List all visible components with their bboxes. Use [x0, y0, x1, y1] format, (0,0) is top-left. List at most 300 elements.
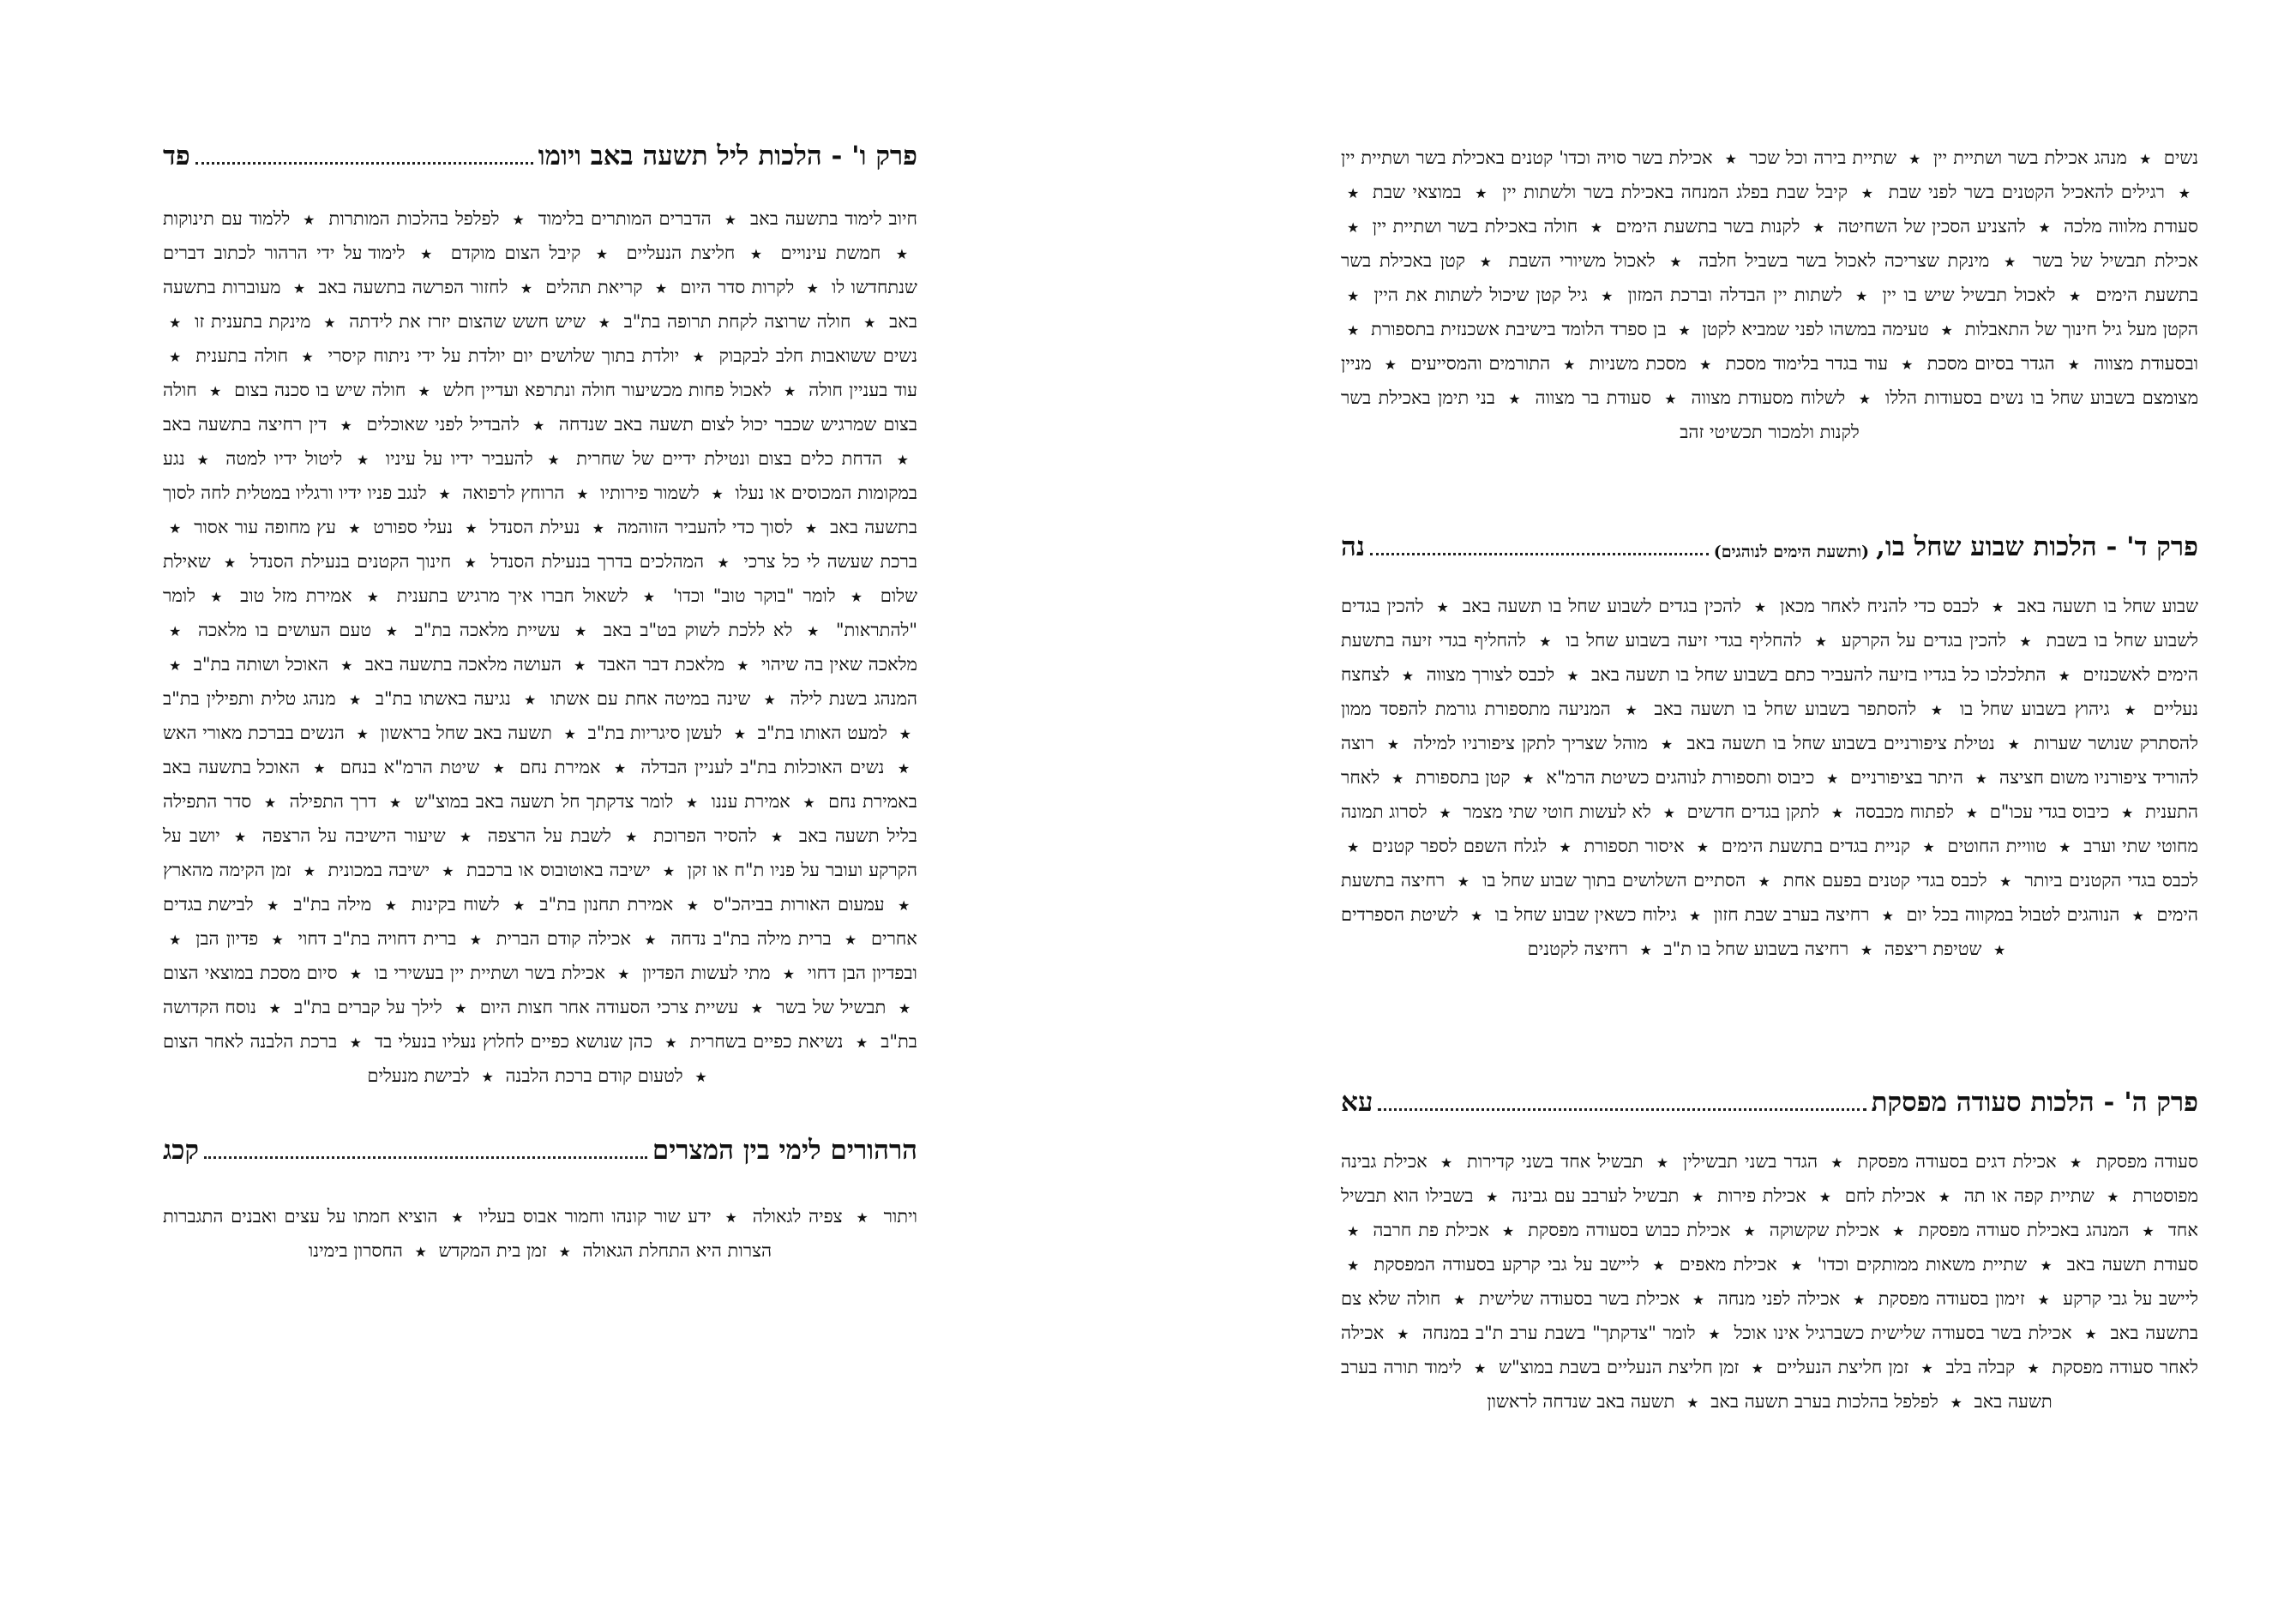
section-reflections: [163, 1125, 917, 1269]
star-icon: ★: [1473, 1360, 1487, 1377]
star-icon: ★: [210, 589, 225, 605]
topic-item: נשיאת כפיים בשחרית: [689, 1031, 844, 1052]
leader-dots: [195, 162, 533, 165]
topic-item: לאחר התענית: [1341, 767, 2199, 822]
star-icon: ★: [1401, 668, 1415, 684]
topic-item: שינה במיטה אחת עם אשתו: [550, 688, 751, 709]
star-icon: ★: [782, 966, 796, 982]
star-icon: ★: [513, 897, 527, 914]
topic-item: אכילת גבינה מפוסטרת: [1341, 1151, 2198, 1206]
star-icon: ★: [2037, 1292, 2051, 1308]
topic-item: אמירת עננו: [711, 791, 790, 812]
star-icon: ★: [1475, 185, 1489, 201]
topic-item: שטיפת ריצפה: [1884, 939, 1982, 959]
topic-item: התלכלכו כל בגדיו בזיעה להעביר כתם בשבוע שחל בו תשעה באב: [1591, 664, 2047, 685]
topic-item: קטן באכילת בשר בתשעת הימים: [1341, 250, 2198, 305]
topic-item: נשים ששואבות חלב לבקבוק: [718, 345, 918, 366]
topic-item: ובסעודת מצווה: [2094, 353, 2199, 374]
star-icon: ★: [356, 726, 369, 742]
star-icon: ★: [323, 315, 337, 331]
star-icon: ★: [2004, 254, 2019, 270]
topic-item: לימוד תורה בערב תשעה באב: [1341, 1357, 2053, 1412]
star-icon: ★: [750, 1000, 764, 1017]
topic-item: קטן בתספורת: [1415, 767, 1511, 788]
star-icon: ★: [481, 1069, 494, 1085]
topic-item: לשמור פירותיו: [600, 483, 700, 503]
star-icon: ★: [223, 555, 237, 571]
topic-list: [1341, 590, 2198, 967]
star-icon: ★: [1669, 254, 1685, 270]
topic-item: ישיבה במכונית: [328, 860, 430, 880]
chapter-4-header: [1341, 521, 2198, 562]
star-icon: ★: [595, 246, 611, 262]
topic-item: אכילת כבוש בסעודה מפסקת: [1528, 1220, 1731, 1240]
topic-item: זמן הקימה מהארץ: [163, 860, 292, 880]
star-icon: ★: [724, 1209, 739, 1226]
topic-item: מסכת משניות: [1589, 353, 1687, 374]
topic-item: אכילת תבשיל של בשר: [2032, 250, 2198, 271]
star-icon: ★: [1908, 151, 1921, 167]
star-icon: ★: [1652, 1257, 1667, 1274]
topic-item: הדברים המותרים בלימוד: [538, 208, 712, 229]
topic-item: לכבס כדי להניח לאחר מכאן: [1780, 596, 1980, 616]
topic-item: לסרוג תמונה מחוטי שתי וערב: [1341, 801, 2198, 856]
star-icon: ★: [2131, 908, 2145, 924]
topic-item: אכילת מאפים: [1679, 1254, 1777, 1275]
topic-list: [1341, 141, 2198, 449]
star-icon: ★: [303, 212, 316, 228]
right-page: [1148, 0, 2296, 1620]
topic-item: אכילת בשר סויה וכדו' קטנים באכילת בשר ושתיית יין: [1341, 147, 1713, 168]
topic-item: לשבת על הרצפה: [487, 825, 611, 846]
topic-item: רגילים להאכיל הקטנים בשר לפני שבת: [1888, 182, 2165, 202]
topic-item: לבישת בגדים אחרים: [163, 894, 917, 949]
star-icon: ★: [1940, 322, 1953, 339]
star-icon: ★: [1440, 1155, 1454, 1171]
topic-item: עמעום האורות בביהכ"ס: [713, 894, 885, 915]
star-icon: ★: [1664, 391, 1679, 407]
star-icon: ★: [1812, 219, 1826, 236]
star-icon: ★: [442, 863, 455, 879]
chapter-5-header: [1341, 1077, 2198, 1118]
star-icon: ★: [349, 966, 363, 982]
topic-item: שאילת שלום: [163, 551, 917, 606]
topic-item: נשים: [2163, 147, 2199, 168]
topic-item: לאכול פחות מכשיעור חולה ונתרפא ועדיין חלש: [442, 380, 772, 400]
topic-item: איסור תספורת: [1584, 836, 1685, 856]
star-icon: ★: [574, 623, 590, 639]
star-icon: ★: [1601, 288, 1615, 304]
topic-item: עוד בעניין חולה: [808, 380, 917, 400]
star-icon: ★: [1508, 391, 1523, 407]
topic-item: דרך התפילה: [289, 791, 377, 812]
star-icon: ★: [1901, 357, 1914, 373]
star-icon: ★: [1436, 599, 1451, 615]
topic-item: עוד בגדר בלימוד מסכת: [1725, 353, 1889, 374]
star-icon: ★: [2059, 839, 2072, 855]
topic-item: סדר התפילה בליל תשעה באב: [163, 791, 917, 846]
star-icon: ★: [1625, 702, 1640, 718]
star-icon: ★: [733, 726, 747, 742]
star-icon: ★: [898, 1000, 911, 1017]
topic-item: אכילת פירות: [1717, 1185, 1806, 1206]
star-icon: ★: [313, 760, 328, 777]
topic-item: היתר בציפורניים: [1850, 767, 1963, 788]
star-icon: ★: [1758, 873, 1771, 890]
topic-item: רוצה להוריד ציפורניו משום חציצה: [1341, 733, 2199, 788]
star-icon: ★: [2121, 805, 2134, 821]
topic-item: לכבס לצורך מצווה: [1426, 664, 1555, 685]
star-icon: ★: [1965, 805, 1978, 821]
topic-item: סעודת בר מצווה: [1535, 387, 1651, 408]
leader-dots: [1370, 553, 1709, 555]
topic-item: ובפדיון הבן דחוי: [807, 963, 917, 983]
topic-item: מנהג אכילת בשר ושתיית יין: [1932, 147, 2127, 168]
star-icon: ★: [898, 897, 912, 914]
star-icon: ★: [1818, 1189, 1833, 1205]
topic-item: מלאכת דבר האבד: [598, 654, 725, 675]
star-icon: ★: [804, 520, 818, 537]
topic-item: שתיית משאות ממותקים וכדו': [1817, 1254, 2027, 1275]
star-icon: ★: [1347, 1257, 1361, 1274]
star-icon: ★: [2138, 151, 2152, 167]
topic-item: לשוח בקינות: [411, 894, 500, 915]
star-icon: ★: [664, 1035, 678, 1051]
topic-item: גיל קטן שיכול לשתות את היין: [1373, 285, 1588, 305]
star-icon: ★: [196, 452, 212, 468]
star-icon: ★: [1590, 219, 1603, 236]
topic-item: ליישב על גבי קרקע: [2063, 1288, 2198, 1309]
topic-item: להצניע הסכין של השחיטה: [1837, 216, 2026, 237]
topic-item: לשאול חברו איך מרגיש בתענית: [396, 585, 628, 606]
star-icon: ★: [169, 349, 183, 365]
star-icon: ★: [340, 417, 354, 434]
star-icon: ★: [233, 829, 249, 845]
topic-item: חולה שיש בו סכנה בצום: [234, 380, 406, 400]
star-icon: ★: [1852, 1292, 1866, 1308]
star-icon: ★: [469, 932, 484, 948]
star-icon: ★: [806, 623, 822, 639]
topic-item: לשיטת הספרדים: [1341, 904, 1458, 925]
topic-item: ברית דחויה בת"ב דחוי: [298, 928, 457, 949]
topic-list: [163, 1200, 917, 1269]
topic-item: רחיצה בשבוע שחל בו ת"ב: [1663, 939, 1849, 959]
star-icon: ★: [613, 760, 628, 777]
star-icon: ★: [348, 692, 363, 708]
topic-item: בשבילו הוא תבשיל אחד: [1341, 1185, 2198, 1240]
topic-item: חולה שלא צם בתשעה באב: [1341, 1288, 2198, 1343]
topic-item: זמן בית המקדש: [438, 1240, 547, 1261]
star-icon: ★: [770, 829, 785, 845]
star-icon: ★: [1751, 1360, 1764, 1377]
chapter-6-header: [163, 130, 917, 171]
topic-item: לתקן בגדים חדשים: [1686, 801, 1820, 822]
page-number: פד: [163, 141, 190, 171]
topic-item: לכבס בגדי הקטנים ביותר: [2024, 870, 2198, 891]
topic-item: ברכת שעשה לי כל צרכי: [743, 551, 917, 572]
star-icon: ★: [576, 486, 589, 502]
star-icon: ★: [1753, 599, 1768, 615]
topic-item: מניין מצומצם בשבוע שחל בו נשים בסעודות הללו: [1341, 353, 2199, 408]
section-continued: [1341, 141, 2198, 449]
topic-item: קיבל הצום מוקדם: [450, 243, 581, 263]
star-icon: ★: [169, 315, 183, 331]
topic-item: לפתוח מכבסה: [1854, 801, 1954, 822]
topic-item: לומר "להתראות": [163, 585, 918, 640]
topic-item: שיש חשש שהצום יזרז את לידתה: [349, 311, 586, 332]
star-icon: ★: [520, 280, 533, 297]
topic-item: לצחצח נעליים: [1341, 664, 2198, 719]
star-icon: ★: [1724, 151, 1738, 167]
topic-item: אכילת לחם: [1844, 1185, 1926, 1206]
star-icon: ★: [340, 657, 353, 674]
topic-item: העושה מלאכה בתשעה באב: [364, 654, 562, 675]
star-icon: ★: [1439, 805, 1452, 821]
star-icon: ★: [1858, 391, 1872, 407]
topic-item: צפיה לגאולה: [752, 1206, 843, 1227]
star-icon: ★: [1347, 1223, 1361, 1239]
star-icon: ★: [644, 932, 658, 948]
star-icon: ★: [1522, 771, 1535, 787]
star-icon: ★: [763, 692, 778, 708]
star-icon: ★: [856, 1209, 870, 1226]
star-icon: ★: [169, 657, 182, 674]
topic-item: במוצאי שבת: [1373, 182, 1462, 202]
star-icon: ★: [459, 829, 474, 845]
topic-item: רחיצה בערב שבת חזון: [1713, 904, 1870, 925]
star-icon: ★: [642, 589, 658, 605]
star-icon: ★: [2107, 1189, 2120, 1205]
star-icon: ★: [2058, 668, 2071, 684]
star-icon: ★: [384, 897, 399, 914]
star-icon: ★: [625, 829, 640, 845]
topic-item: לסוך כדי להעביר הזוהמה: [616, 517, 793, 537]
star-icon: ★: [1453, 1292, 1467, 1308]
section-chapter-5: [1341, 1077, 2198, 1419]
topic-item: להכין בגדים לשבוע שחל בו בשבת: [1341, 596, 2198, 651]
topic-item: חולה שרוצה לקחת תרופה בת"ב: [623, 311, 851, 332]
star-icon: ★: [563, 726, 576, 742]
star-icon: ★: [1457, 873, 1470, 890]
topic-item: ברית מילה בת"ב נדחה: [670, 928, 832, 949]
topic-item: כיבוס בגדי עכו"ם: [1989, 801, 2110, 822]
star-icon: ★: [717, 555, 731, 571]
topic-item: נטילת ציפורניים בשבוע שחל בו תשעה באב: [1686, 733, 1995, 753]
star-icon: ★: [896, 452, 911, 468]
topic-item: הרוחץ לרפואה: [462, 483, 565, 503]
page-number: עא: [1341, 1087, 1373, 1118]
star-icon: ★: [558, 1244, 571, 1260]
star-icon: ★: [1708, 1326, 1722, 1342]
topic-item: קריאת תהלים: [545, 277, 643, 297]
star-icon: ★: [685, 795, 700, 811]
topic-item: חולה בתענית: [195, 345, 289, 366]
topic-item: בן ספרד הלומד בישיבת אשכנזית בתספורת: [1371, 319, 1667, 339]
star-icon: ★: [1397, 1326, 1410, 1342]
star-icon: ★: [895, 246, 911, 262]
topic-item: קניית בגדים בתשעת הימים: [1721, 836, 1911, 856]
star-icon: ★: [1639, 942, 1652, 958]
section-title: הרהורים לימי בין המצרים: [652, 1135, 917, 1166]
topic-item: לילך על קברים בת"ב: [294, 997, 442, 1017]
topic-item: לטעום קודם ברכת הלבנה: [505, 1065, 683, 1086]
star-icon: ★: [844, 932, 858, 948]
star-icon: ★: [1743, 1223, 1757, 1239]
topic-item: לגלח השפם לספר קטנים: [1372, 836, 1548, 856]
topic-item: התורמים והמסייעים: [1410, 353, 1551, 374]
star-icon: ★: [268, 1000, 282, 1017]
star-icon: ★: [1998, 873, 2013, 890]
topic-item: טוויית החוטים: [1947, 836, 2047, 856]
page-number: נה: [1341, 531, 1365, 562]
topic-item: נעלי ספורט: [373, 517, 454, 537]
star-icon: ★: [348, 520, 362, 537]
topic-item: אמירת נחם: [520, 757, 601, 777]
star-icon: ★: [1830, 805, 1844, 821]
star-icon: ★: [512, 212, 526, 228]
topic-item: טעם העושים בו מלאכה: [197, 620, 372, 640]
topic-item: תבשיל לערבב עם גבינה: [1512, 1185, 1680, 1206]
topic-item: לאכול תבשיל שיש בו יין: [1882, 285, 2056, 305]
star-icon: ★: [1920, 1360, 1934, 1377]
star-icon: ★: [532, 417, 546, 434]
star-icon: ★: [1391, 771, 1404, 787]
topic-item: הנשים בברכת מאורי האש: [163, 723, 345, 743]
topic-item: לשלוח מסעודת מצווה: [1691, 387, 1846, 408]
section-title: פרק ו' - הלכות ליל תשעה באב ויומו: [538, 141, 917, 171]
topic-item: סיום מסכת במוצאי הצום: [163, 963, 338, 983]
star-icon: ★: [1563, 357, 1577, 373]
section-subtitle: (ותשעת הימים לנוהגים): [1713, 543, 1870, 561]
topic-item: להבדיל לפני שאוכלים: [366, 414, 520, 435]
star-icon: ★: [169, 623, 184, 639]
star-icon: ★: [1688, 908, 1702, 924]
topic-item: רחיצה לקטנים: [1527, 939, 1628, 959]
topic-item: הגדר בסיום מסכת: [1926, 353, 2055, 374]
topic-item: המנהג באכילת סעודה מפסקת: [1918, 1220, 2130, 1240]
star-icon: ★: [749, 246, 766, 262]
topic-item: ללמוד עם תינוקות: [163, 208, 291, 229]
topic-item: עץ מחופה עור אסור: [194, 517, 336, 537]
leader-dots: [1378, 1108, 1866, 1111]
topic-item: סעודה מפסקת: [2095, 1151, 2199, 1172]
star-icon: ★: [292, 280, 306, 297]
star-icon: ★: [1539, 633, 1554, 650]
section-title: פרק ד' - הלכות שבוע שחל בו,: [1876, 531, 2198, 562]
star-icon: ★: [1347, 839, 1360, 855]
star-icon: ★: [1855, 288, 1870, 304]
topic-item: שבוע שחל בו תשעה באב: [2017, 596, 2199, 616]
topic-item: נגיעה באשתו בת"ב: [375, 688, 511, 709]
star-icon: ★: [1384, 357, 1398, 373]
topic-item: טעימה במשהו לפני שמביא לקטן: [1702, 319, 1929, 339]
topic-item: אמירת מזל טוב: [240, 585, 352, 606]
star-icon: ★: [301, 349, 316, 365]
topic-item: חמשת עינויים: [780, 243, 881, 263]
star-icon: ★: [662, 863, 676, 879]
star-icon: ★: [897, 760, 912, 777]
topic-item: המנהג בשנת לילה: [790, 688, 917, 709]
star-icon: ★: [1566, 668, 1579, 684]
topic-item: החסרון בימינו: [308, 1240, 403, 1261]
star-icon: ★: [1347, 219, 1361, 236]
star-icon: ★: [784, 383, 796, 399]
section-chapter-4: [1341, 521, 2198, 967]
star-icon: ★: [802, 795, 816, 811]
topic-item: נוסח הקדושה בת"ב: [163, 997, 917, 1052]
star-icon: ★: [1991, 599, 2005, 615]
star-icon: ★: [2027, 1360, 2041, 1377]
topic-item: לא ללכת לשוק בט"ב באב: [603, 620, 793, 640]
topic-item: חולה באכילת בשר ושתיית יין: [1372, 216, 1578, 237]
topic-item: קבלה בלב: [1945, 1357, 2016, 1377]
topic-item: פדיון הבן: [195, 928, 259, 949]
topic-item: נעילת הסנדל: [490, 517, 580, 537]
topic-item: מלאכה שאין בה שיהוי: [760, 654, 917, 675]
star-icon: ★: [438, 486, 451, 502]
star-icon: ★: [1950, 1395, 1962, 1411]
topic-item: גיהוץ בשבוע שחל בו: [1959, 699, 2110, 719]
star-icon: ★: [724, 212, 738, 228]
topic-item: לפלפל בהלכות המותרות: [328, 208, 500, 229]
page-number: קכג: [163, 1135, 199, 1166]
topic-item: מנהג טלית ותפילין בת"ב: [163, 688, 336, 709]
topic-item: להסיר הפרוכת: [653, 825, 757, 846]
topic-item: תשעה באב שחל בראשון: [380, 723, 552, 743]
star-icon: ★: [263, 795, 278, 811]
topic-item: תבשיל אחד בשני קדירות: [1467, 1151, 1644, 1172]
topic-item: להכין בגדים על הקרקע: [1841, 630, 2006, 651]
topic-item: לימוד על ידי הרהור לכתוב דברים שנתחדשו לו: [163, 243, 917, 297]
topic-item: לנגב פניו ידיו ורגליו במטלית לחה לסוך בתשעה באב: [163, 483, 917, 537]
topic-item: מוהל שצריך לתקן ציפורניו למילה: [1413, 733, 1648, 753]
star-icon: ★: [356, 452, 372, 468]
star-icon: ★: [573, 657, 586, 674]
topic-item: חליצת הנעליים: [626, 243, 736, 263]
topic-item: ישיבה באוטובוס או ברכבת: [466, 860, 651, 880]
star-icon: ★: [385, 623, 400, 639]
star-icon: ★: [1386, 736, 1401, 753]
star-icon: ★: [855, 1035, 869, 1051]
star-icon: ★: [1938, 1189, 1951, 1205]
star-icon: ★: [420, 246, 436, 262]
star-icon: ★: [169, 932, 183, 948]
topic-item: להעביר ידיו על עיניו: [385, 448, 533, 469]
topic-item: אכילת שקשוקה: [1769, 1220, 1880, 1240]
topic-item: ידע שור קונהו וחמור אבוס בעליו: [478, 1206, 712, 1227]
topic-item: זמן חליצת הנעליים בשבת במוצ"ש: [1499, 1357, 1740, 1377]
star-icon: ★: [1892, 1223, 1906, 1239]
star-icon: ★: [1686, 1395, 1699, 1411]
star-icon: ★: [1699, 357, 1713, 373]
star-icon: ★: [2038, 219, 2052, 236]
topic-item: הנוהגים לטבול במקווה בכל יום: [1906, 904, 2120, 925]
topic-item: חינוך הקטנים בנעילת הסנדל: [249, 551, 452, 572]
star-icon: ★: [1790, 1257, 1805, 1274]
topic-item: נשים האוכלות בת"ב לעניין הבדלה: [640, 757, 885, 777]
star-icon: ★: [524, 692, 538, 708]
star-icon: ★: [806, 280, 820, 297]
star-icon: ★: [598, 315, 611, 331]
topic-item: אכילה לאחר סעודה מפסקת: [1341, 1323, 2198, 1377]
star-icon: ★: [454, 1000, 468, 1017]
topic-item: להחליף בגדי זיעה בשבוע שחל בו: [1566, 630, 1802, 651]
topic-item: עשיית צרכי הסעודה אחר חצות היום: [479, 997, 739, 1017]
topic-item: סעודת תשעה באב: [2066, 1254, 2199, 1275]
star-icon: ★: [418, 383, 431, 399]
topic-item: לומר "בוקר טוב" וכדו': [672, 585, 836, 606]
star-icon: ★: [492, 760, 507, 777]
